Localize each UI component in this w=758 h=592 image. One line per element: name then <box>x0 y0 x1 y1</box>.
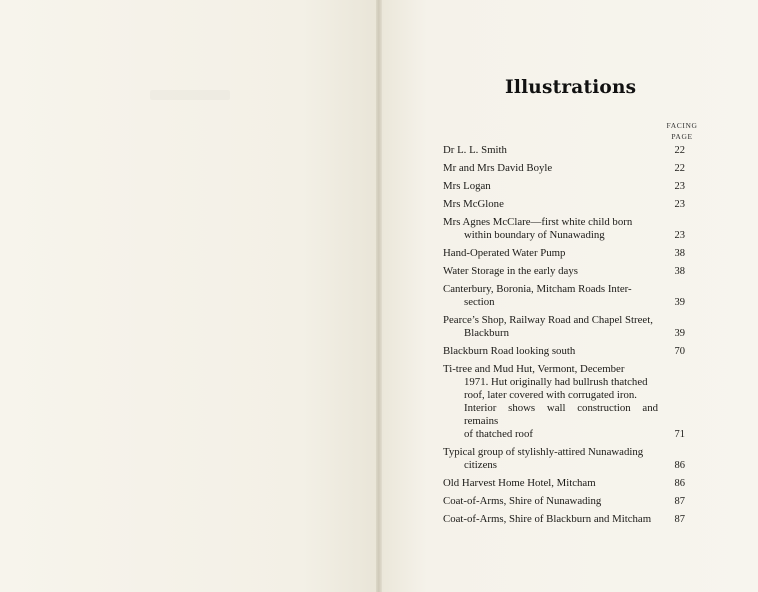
list-item <box>443 247 689 265</box>
list-item <box>443 314 689 345</box>
caption-line: Coat-of-Arms, Shire of Blackburn and Mitcham <box>443 513 652 525</box>
illustration-caption <box>443 446 658 472</box>
facing-page-column-header <box>660 120 704 142</box>
illustrations-list <box>443 144 689 531</box>
list-item <box>443 144 689 162</box>
column-header-line-1: FACING <box>666 121 698 130</box>
caption-line: Old Harvest Home Hotel, Mitcham <box>443 477 596 489</box>
caption-continuation-line: roof, later covered with corrugated iron. <box>464 389 637 401</box>
list-item <box>443 283 689 314</box>
illustration-caption <box>443 363 658 441</box>
caption-line: Coat-of-Arms, Shire of Nunawading <box>443 495 602 507</box>
list-item <box>443 162 689 180</box>
caption-continuation-line: Blackburn <box>464 327 509 339</box>
caption-line: Canterbury, Boronia, Mitcham Roads Inter- <box>443 283 632 295</box>
list-item <box>443 180 689 198</box>
facing-page-number: 22 <box>674 163 685 174</box>
show-through-smudge <box>150 90 230 100</box>
illustration-caption <box>443 314 658 340</box>
illustration-caption <box>443 162 658 175</box>
facing-page-number: 23 <box>674 199 685 210</box>
illustration-caption <box>443 477 658 490</box>
illustration-caption <box>443 247 658 260</box>
list-item <box>443 446 689 477</box>
caption-continuation-line: Interior shows wall construction and remains <box>464 402 658 427</box>
caption-line: Mrs McGlone <box>443 198 504 210</box>
illustration-caption <box>443 144 658 157</box>
facing-page-number: 39 <box>674 297 685 308</box>
facing-page-number: 86 <box>674 478 685 489</box>
list-item <box>443 363 689 446</box>
facing-page-number: 38 <box>674 248 685 259</box>
caption-continuation-line: 1971. Hut originally had bullrush thatched <box>464 376 648 388</box>
facing-page-number: 87 <box>674 496 685 507</box>
facing-page-number: 87 <box>674 514 685 525</box>
illustration-caption <box>443 216 658 242</box>
list-item <box>443 345 689 363</box>
facing-page-number: 38 <box>674 266 685 277</box>
list-item <box>443 216 689 247</box>
illustration-caption <box>443 265 658 278</box>
list-item <box>443 513 689 531</box>
facing-page-number: 39 <box>674 328 685 339</box>
caption-line: Water Storage in the early days <box>443 265 578 277</box>
caption-continuation-line: citizens <box>464 459 497 471</box>
caption-continuation-line: within boundary of Nunawading <box>464 229 605 241</box>
illustration-caption <box>443 180 658 193</box>
facing-page-number: 23 <box>674 181 685 192</box>
page-title: Illustrations <box>505 77 637 98</box>
caption-line: Blackburn Road looking south <box>443 345 576 357</box>
caption-line: Ti-tree and Mud Hut, Vermont, December <box>443 363 625 375</box>
column-header-line-2: PAGE <box>671 132 693 141</box>
caption-line: Hand-Operated Water Pump <box>443 247 566 259</box>
caption-continuation-line: section <box>464 296 495 308</box>
illustration-caption <box>443 513 658 526</box>
illustration-caption <box>443 283 658 309</box>
caption-continuation-line: of thatched roof <box>464 428 533 440</box>
left-page-blank <box>0 0 378 592</box>
illustration-caption <box>443 198 658 211</box>
list-item <box>443 477 689 495</box>
list-item <box>443 265 689 283</box>
illustration-caption <box>443 345 658 358</box>
list-item <box>443 198 689 216</box>
caption-line: Mrs Agnes McClare—first white child born <box>443 216 633 228</box>
facing-page-number: 22 <box>674 145 685 156</box>
caption-line: Typical group of stylishly-attired Nunawading <box>443 446 644 458</box>
facing-page-number: 70 <box>674 346 685 357</box>
caption-line: Pearce’s Shop, Railway Road and Chapel Street, <box>443 314 653 326</box>
caption-line: Mrs Logan <box>443 180 491 192</box>
facing-page-number: 23 <box>674 230 685 241</box>
facing-page-number: 86 <box>674 460 685 471</box>
facing-page-number: 71 <box>674 429 685 440</box>
illustration-caption <box>443 495 658 508</box>
caption-line: Dr L. L. Smith <box>443 144 507 156</box>
list-item <box>443 495 689 513</box>
caption-line: Mr and Mrs David Boyle <box>443 162 553 174</box>
